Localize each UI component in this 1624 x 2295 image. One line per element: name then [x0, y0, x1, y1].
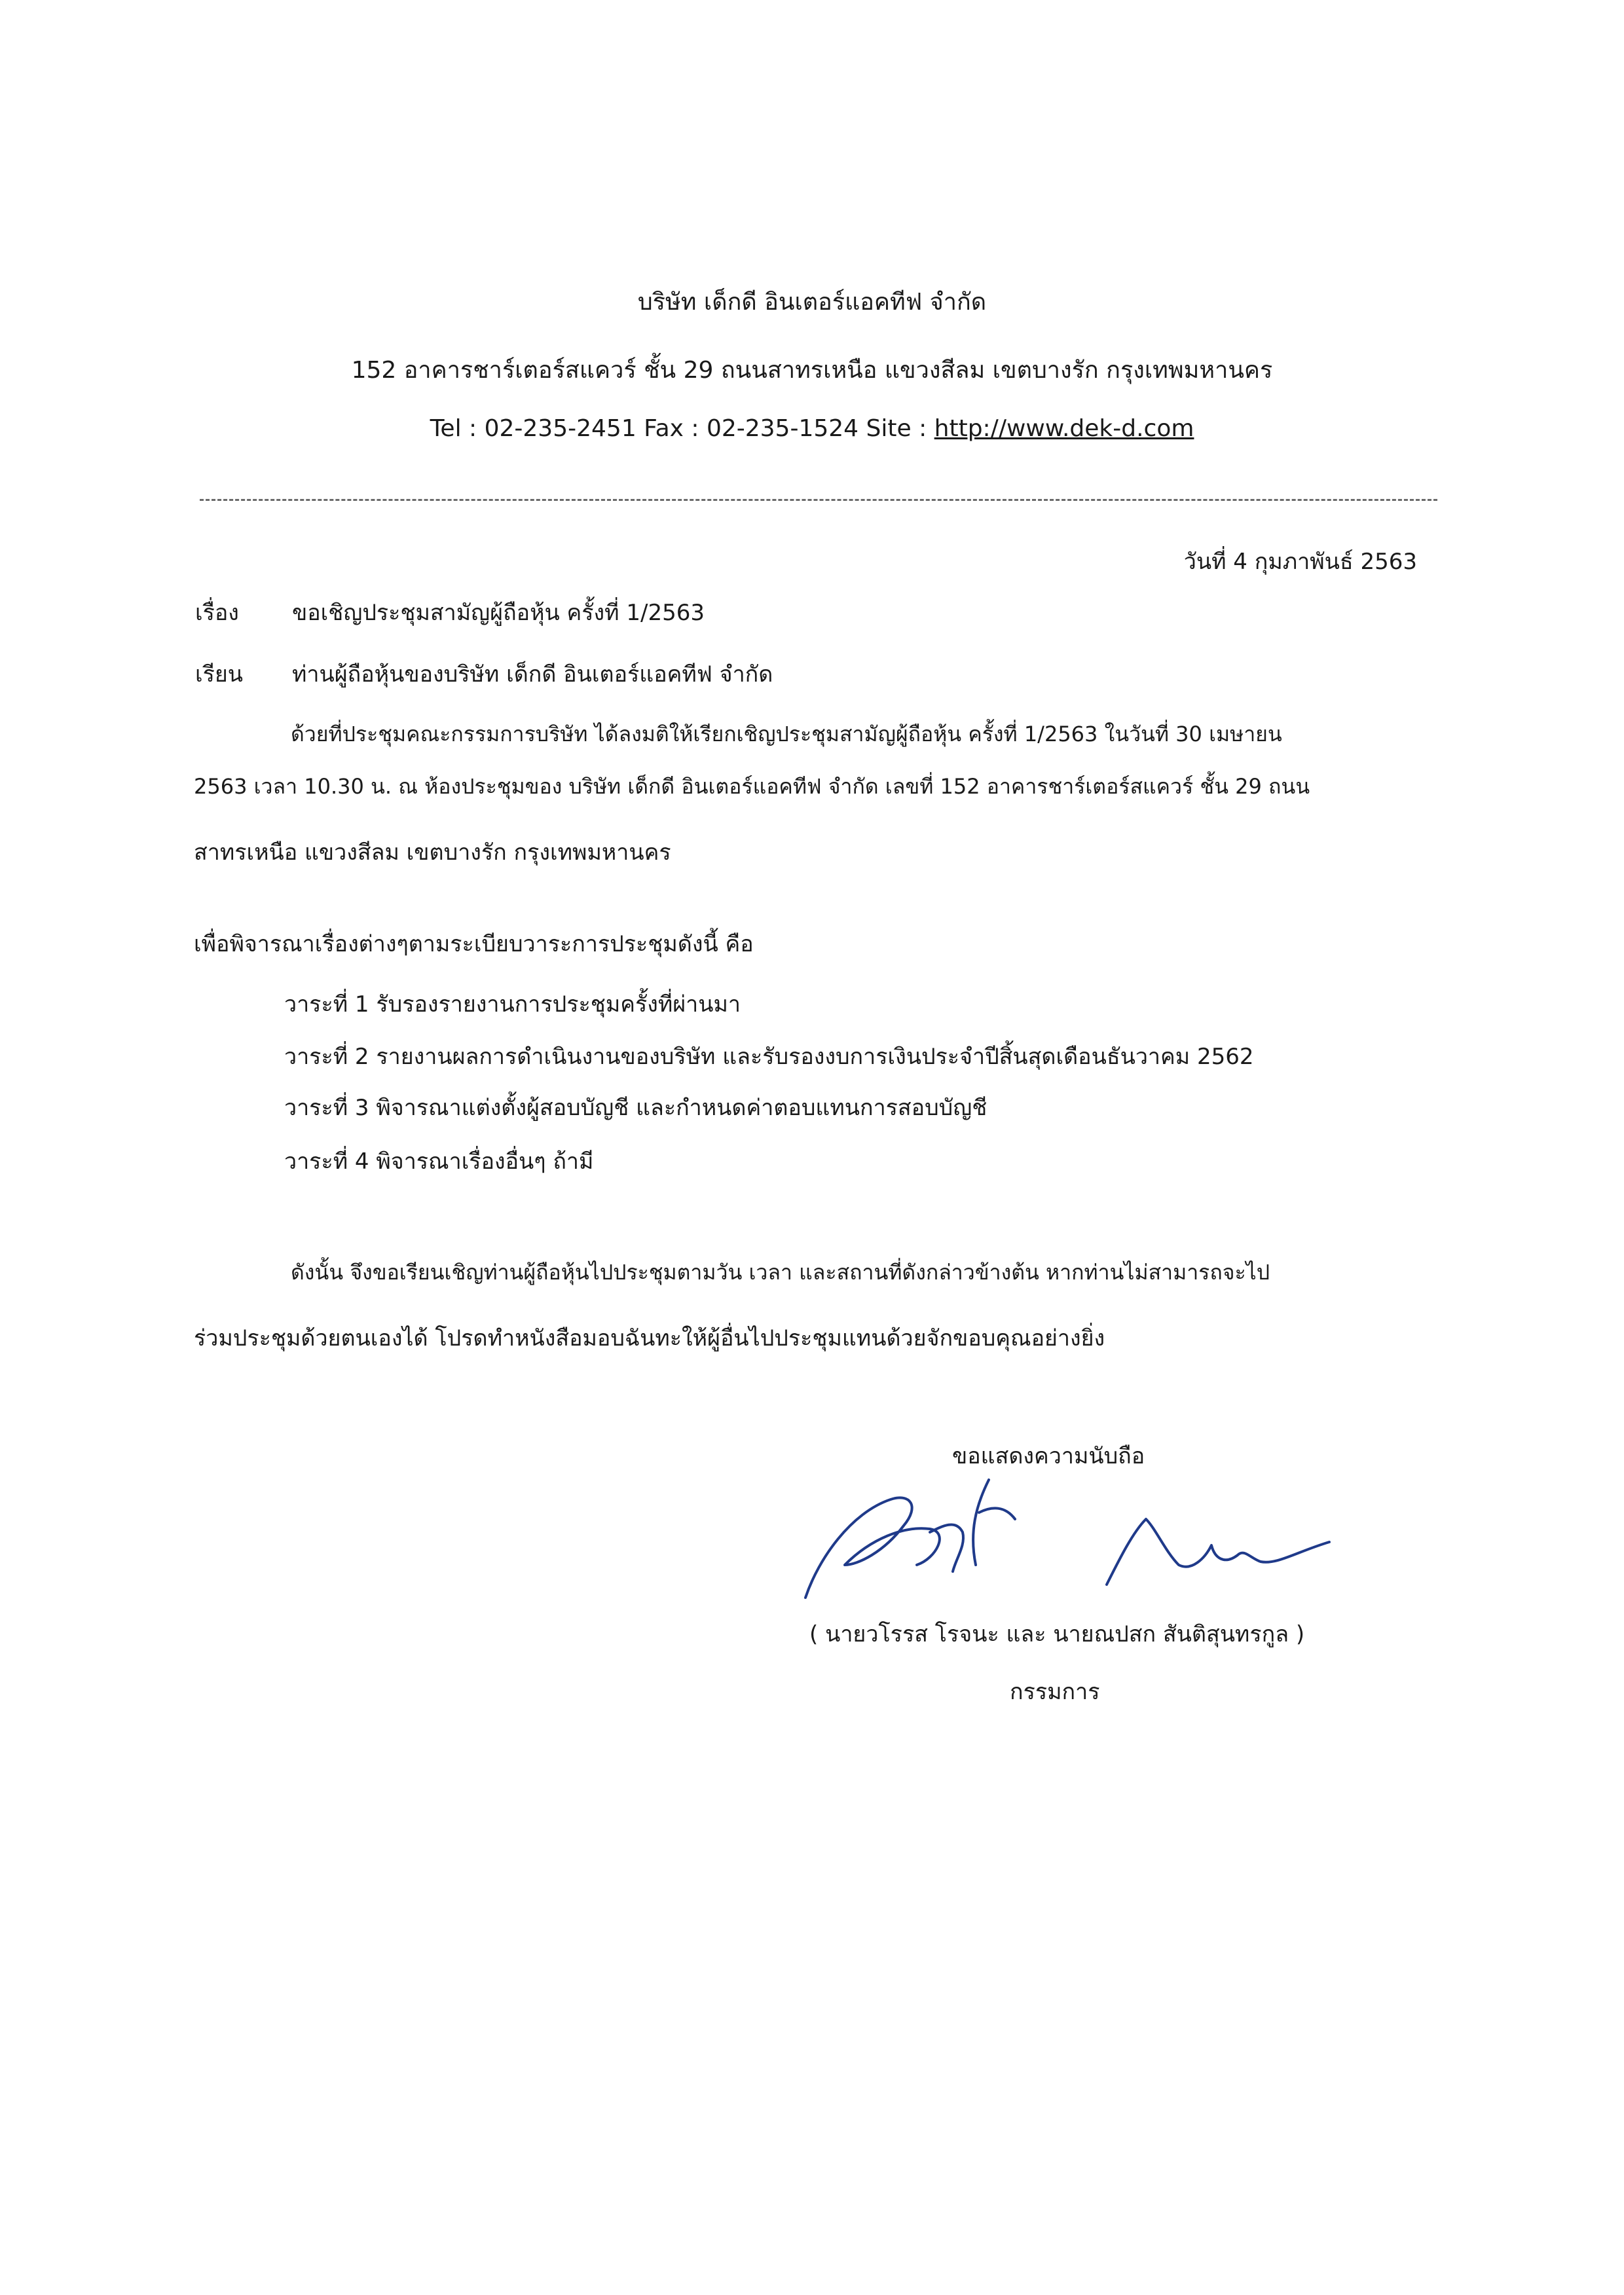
- signatory-title: กรรมการ: [1010, 1679, 1100, 1705]
- company-address: 152 อาคารชาร์เตอร์สแควร์ ชั้น 29 ถนนสาทรเหนือ แขวงสีลม เขตบางรัก กรุงเทพมหานคร: [351, 357, 1273, 384]
- closing-line-1: ดังนั้น จึงขอเรียนเชิญท่านผู้ถือหุ้นไปประชุมตามวัน เวลา และสถานที่ดังกล่าวข้างต้น หากท่านไม่สามารถจะไป: [291, 1260, 1270, 1285]
- subject-label: เรื่อง: [195, 600, 239, 626]
- closing-line-2: ร่วมประชุมด้วยตนเองได้ โปรดทำหนังสือมอบฉันทะให้ผู้อื่นไปประชุมแทนด้วยจักขอบคุณอย่างยิ่ง: [194, 1325, 1105, 1351]
- intro-line-2: 2563 เวลา 10.30 น. ณ ห้องประชุมของ บริษัท เด็กดี อินเตอร์แอคทีฟ จำกัด เลขที่ 152 อาคารชาร์เตอร์สแควร์ ชั้น 29 ถนน: [194, 774, 1310, 799]
- recipient-text: ท่านผู้ถือหุ้นของบริษัท เด็กดี อินเตอร์แอคทีฟ จำกัด: [292, 661, 773, 688]
- header-divider: [200, 499, 1437, 501]
- agenda-item: วาระที่ 2 รายงานผลการดำเนินงานของบริษัท และรับรองงบการเงินประจำปีสิ้นสุดเดือนธันวาคม 2562: [284, 1044, 1254, 1070]
- salutation: ขอแสดงความนับถือ: [952, 1443, 1145, 1469]
- company-contact: [0, 415, 1624, 442]
- agenda-item: วาระที่ 4 พิจารณาเรื่องอื่นๆ ถ้ามี: [284, 1148, 594, 1175]
- signature-stroke: [973, 1480, 1015, 1565]
- intro-line-3: สาทรเหนือ แขวงสีลม เขตบางรัก กรุงเทพมหานคร: [194, 839, 671, 866]
- agenda-item: วาระที่ 1 รับรองรายงานการประชุมครั้งที่ผ่านมา: [284, 991, 741, 1018]
- letter-date: วันที่ 4 กุมภาพันธ์ 2563: [1183, 549, 1417, 575]
- recipient-label: เรียน: [195, 661, 244, 688]
- signatory-names: ( นายวโรรส โรจนะ และ นายณปสก สันติสุนทรกูล ): [809, 1621, 1305, 1647]
- agenda-item: วาระที่ 3 พิจารณาแต่งตั้งผู้สอบบัญชี และกำหนดค่าตอบแทนการสอบบัญชี: [284, 1095, 987, 1121]
- signature-stroke: [1107, 1519, 1329, 1585]
- contact-info: Tel : 02-235-2451 Fax : 02-235-1524 Site :: [430, 415, 934, 442]
- company-name: บริษัท เด็กดี อินเตอร์แอคทีฟ จำกัด: [637, 289, 987, 316]
- signature-stroke: [805, 1497, 940, 1598]
- handwritten-signature: [779, 1467, 1408, 1611]
- subject-text: ขอเชิญประชุมสามัญผู้ถือหุ้น ครั้งที่ 1/2563: [292, 600, 705, 626]
- website-link[interactable]: http://www.dek-d.com: [934, 415, 1194, 442]
- intro-line-1: ด้วยที่ประชุมคณะกรรมการบริษัท ได้ลงมติให้เรียกเชิญประชุมสามัญผู้ถือหุ้น ครั้งที่ 1/2563 ในวันที่ 30 เมษายน: [291, 722, 1282, 746]
- agenda-intro: เพื่อพิจารณาเรื่องต่างๆตามระเบียบวาระการประชุมดังนี้ คือ: [194, 931, 754, 957]
